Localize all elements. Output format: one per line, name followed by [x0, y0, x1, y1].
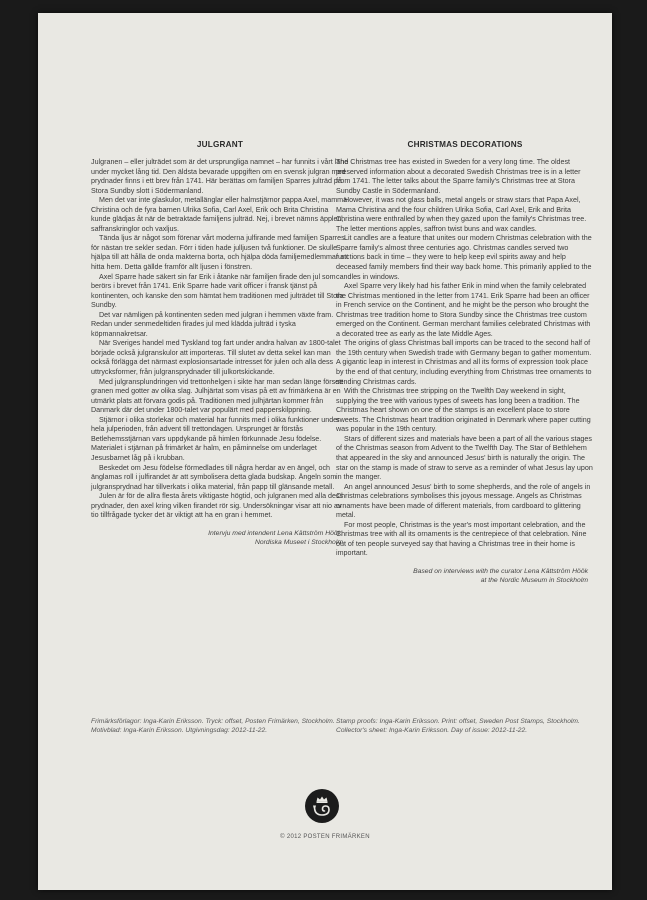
swedish-credit — [91, 529, 349, 548]
swedish-paragraph: Det var nämligen på kontinenten seden med julgran i hemmen växte fram. Redan under senmedeltiden firades jul med klädda julträd i tyska köpmannakretsar. — [91, 310, 334, 338]
english-credit — [336, 567, 594, 586]
english-paragraph: An angel announced Jesus' birth to some shepherds, and the role of angels in Christmas celebrations symbolises this joyous message. Angels as Christmas ornaments have been made of different materials, from cardboard to glittering metal. — [336, 482, 591, 520]
english-paragraph: The origins of glass Christmas ball imports can be traced to the second half of the 19th century when Swedish trade with Germany began to gather momentum. A gigantic leap in interest in Christmas and all its forms of expression took place by the end of that century, including everything from Christmas tree ornaments to sending Christmas cards. — [336, 339, 592, 386]
swedish-paragraph: Beskedet om Jesu födelse förmedlades till några herdar av en ängel, och änglamas roll i julfirandet är att symbolisera detta glada budskap. Ängeln som julgransprydnad har tillverkats i olika material, från papp till glänsande metall. — [91, 463, 337, 491]
english-production-note: Stamp proofs: Inga-Karin Eriksson. Print: offset, Sweden Post Stamps, Stockholm. Collector's sheet: Inga-Karin Eriksson. Day of issue: 2012-11-22. — [336, 718, 580, 735]
english-credit-line: at the Nordic Museum in Stockholm — [480, 577, 588, 585]
swedish-credit-line: Intervju med intendent Lena Kättström Höök, — [208, 529, 343, 537]
swedish-credit-line: Nordiska Museet i Stockholm — [254, 539, 343, 547]
english-paragraph: However, it was not glass balls, metal angels or straw stars that Papa Axel, Mama Christina and the four children Ulrika Sofia, Carl Axel, Erik and Brita Christina were enthralled by when they gazed upon the family's Christmas tree. The letter mentions apples, saffron twist buns and wax candles. — [336, 196, 587, 233]
swedish-column — [91, 140, 349, 547]
english-paragraph: With the Christmas tree stripping on the Twelfth Day weekend in sight, supplying the tree with various types of sweets has long been a tradition. The Christmas heart shown on one of the stamps is an excellent place to store sweets. The Christmas heart tradition originated in Denmark where paper cutting was popular in the 19th century. — [336, 387, 591, 434]
swedish-paragraph: När Sveriges handel med Tyskland tog fart under andra halvan av 1800-talet började också julgranskulor att importeras. Till slutet av detta sekel kan man också förlägga det närmast explosionsartade intresset för julen och alla dess uttrycksformer, från julgransprydnader till julkortskickande. — [91, 339, 341, 377]
english-paragraph: Lit candles are a feature that unites our modern Christmas celebration with the Sparre family's almost three centuries ago. Christmas candles served two functions back in time – they were to help keep evil spirits away and help deceased family members find their way back home. This primarily applied to the candles in windows. — [336, 234, 592, 281]
swedish-paragraph: Stjärnor i olika storlekar och material har funnits med i olika funktioner under hela julperioden, från advent till trettondagen. Ursprunget är förstås Betlehemsstjärnan vars uppdykande på himlen förkunnade Jesu födelse. Materialet i stjärnan på frimärket är halm, en påminnelse om underlaget Jesusbarnet låg på i krubban. — [91, 415, 340, 462]
swedish-title: JULGRANT — [196, 140, 244, 149]
swedish-production-note: Frimärksförlagor: Inga-Karin Eriksson. Tryck: offset, Posten Frimärken, Stockholm. Motivblad: Inga-Karin Eriksson. Utgivningsdag: 2012-11-22. — [91, 718, 335, 735]
english-paragraph: The Christmas tree has existed in Sweden for a very long time. The oldest preserved information about a decorated Swedish Christmas tree is in a letter from 1741. The letter talks about the Sparre family's Christmas tree at Stora Sundby Castle in Södermanland. — [336, 158, 581, 195]
swedish-paragraph: Julen är för de allra flesta årets viktigaste högtid, och julgranen med alla dess prydnader, den axel kring vilken firandet rör sig. Undersökningar visar att nio av tio tillfrågade tycker det är viktigt att ha en gran i hemmet. — [91, 492, 344, 520]
english-credit-line: Based on interviews with the curator Lena Kättström Höök — [413, 567, 588, 575]
english-paragraph: Stars of different sizes and materials have been a part of all the various stages of the Christmas season from Advent to the Twelfth Day. The Star of Bethlehem that appeared in the sky and announced Jesus' birth is naturally the origin. The star on the stamp is made of straw to serve as a reminder of what Jesus lay upon in the manger. — [336, 434, 593, 482]
posthorn-crown-icon — [305, 789, 339, 823]
swedish-paragraph: Men det var inte glaskulor, metallänglar eller halmstjärnor pappa Axel, mamma Christina och de fyra barnen Ulrika Sofia, Carl Axel, Erik och Brita Christina kunde glädjas åt när de betraktade familjens julträd. Nej, i brevet nämns äpplen, saffranskringlor och vaxljus. — [91, 196, 348, 233]
english-column — [336, 140, 594, 586]
english-title: CHRISTMAS DECORATIONS — [407, 140, 523, 149]
english-paragraph: Axel Sparre very likely had his father Erik in mind when the family celebrated the Christmas mentioned in the letter from 1741. Erik Sparre had been an officer in French service on the Continent, and he might be the person who brought the Christmas tree tradition home to Stora Sundby since the Christmas tree custom emerged on the Continent. German merchant families celebrated Christmas with a decorated tree as early as the late Middle Ages. — [336, 282, 591, 338]
swedish-paragraph: Tända ljus är något som förenar vårt moderna julfirande med familjen Sparres för nästan tre sekler sedan. Förr i tiden hade julljusen två funktioner. De skulle hjälpa till att hålla de onda makterna borta, och hjälpa döda familjemedlemmar att hitta hem. Detta gällde framför allt ljusen i fönstren. — [91, 234, 349, 272]
english-paragraph: For most people, Christmas is the year's most important celebration, and the Christmas tree with all its ornaments is the centrepiece of that celebration. Nine out of ten people surveyed say that having a Christmas tree in their home is important. — [336, 520, 587, 558]
swedish-paragraph: Axel Sparre hade säkert sin far Erik i åtanke när familjen firade den jul som berörs i brevet från 1741. Erik Sparre hade varit officer i fransk tjänst på kontinenten, och kanske den som hämtat hem traditionen med julträdet till Stora Sundby. — [91, 272, 344, 310]
collector-sheet — [38, 13, 612, 890]
swedish-paragraph: Med julgransplundringen vid trettonhelgen i sikte har man sedan länge försett granen med gotter av olika slag. Julhjärtat som visas på ett av frimärkena är en utmärkt plats att förvara godis på. Traditionen med julhjärtan kommer från Danmark där det under 1800-talet var populärt med papperskilppning. — [91, 377, 344, 415]
copyright-notice: © 2012 POSTEN FRIMÄRKEN — [280, 834, 370, 840]
swedish-paragraph: Julgranen – eller julträdet som är det ursprungliga namnet – har funnits i vårt land under mycket lång tid. Den äldsta bevarade uppgiften om en svensk julgran med prydnader finns i ett brev från 1741. Här berättas om familjen Sparres julträd på Stora Sundby slott i Södermanland. — [91, 158, 349, 195]
